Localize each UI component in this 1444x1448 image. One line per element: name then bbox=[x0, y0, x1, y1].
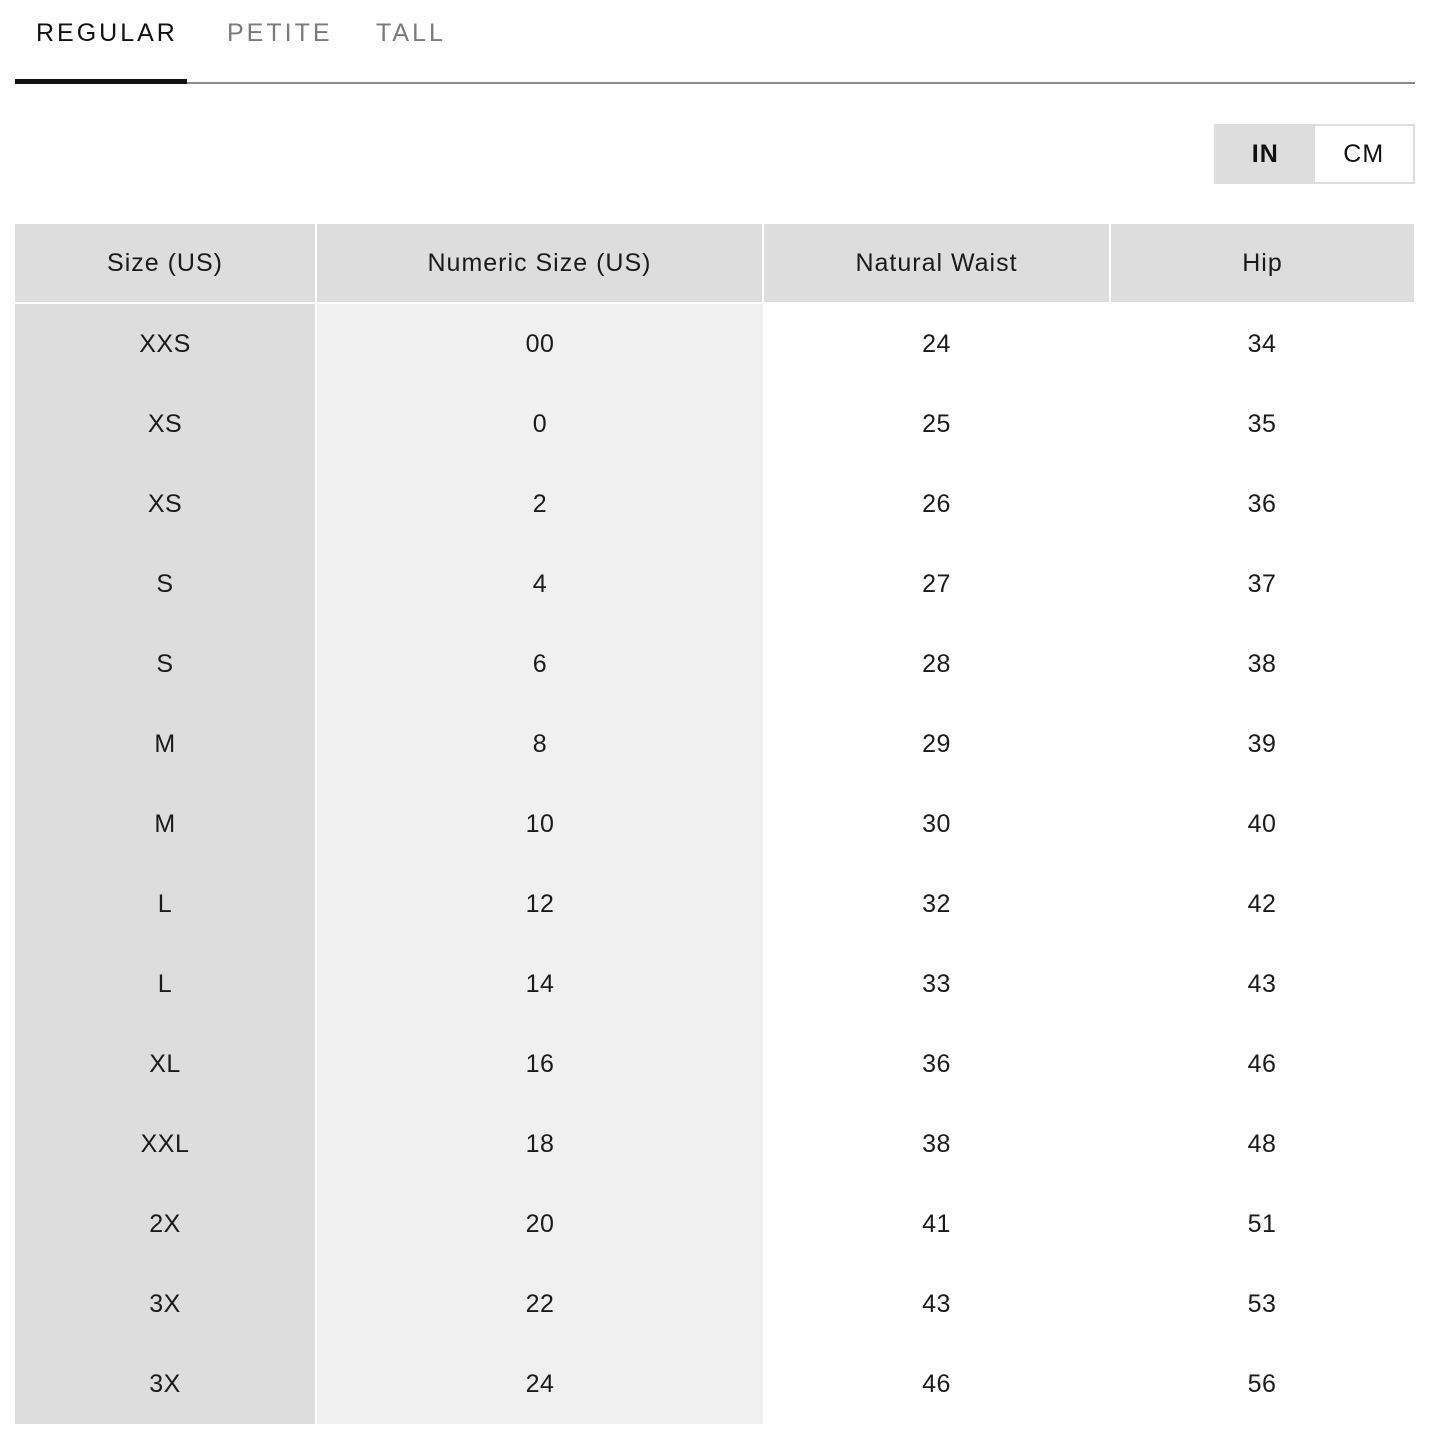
cell-size: S bbox=[15, 544, 316, 624]
cell-hip: 38 bbox=[1110, 624, 1414, 704]
cell-natural-waist: 25 bbox=[763, 384, 1110, 464]
cell-numeric-size: 00 bbox=[316, 303, 763, 384]
cell-hip: 42 bbox=[1110, 864, 1414, 944]
table-row bbox=[15, 1104, 1414, 1184]
cell-numeric-size: 0 bbox=[316, 384, 763, 464]
cell-size: L bbox=[15, 864, 316, 944]
table-row bbox=[15, 624, 1414, 704]
cell-natural-waist: 27 bbox=[763, 544, 1110, 624]
cell-hip: 46 bbox=[1110, 1024, 1414, 1104]
cell-size: XS bbox=[15, 464, 316, 544]
tab-regular[interactable]: REGULAR bbox=[36, 19, 178, 47]
cell-natural-waist: 41 bbox=[763, 1184, 1110, 1264]
cell-hip: 51 bbox=[1110, 1184, 1414, 1264]
table-row bbox=[15, 1264, 1414, 1344]
table-row bbox=[15, 1024, 1414, 1104]
cell-size: L bbox=[15, 944, 316, 1024]
cell-natural-waist: 28 bbox=[763, 624, 1110, 704]
table-row bbox=[15, 544, 1414, 624]
tab-tall[interactable]: TALL bbox=[376, 19, 446, 47]
unit-cm-button[interactable]: CM bbox=[1315, 126, 1414, 182]
cell-hip: 56 bbox=[1110, 1344, 1414, 1424]
cell-size: XL bbox=[15, 1024, 316, 1104]
cell-natural-waist: 43 bbox=[763, 1264, 1110, 1344]
tab-petite[interactable]: PETITE bbox=[227, 19, 333, 47]
cell-numeric-size: 16 bbox=[316, 1024, 763, 1104]
header-natural-waist: Natural Waist bbox=[763, 224, 1110, 303]
cell-numeric-size: 22 bbox=[316, 1264, 763, 1344]
cell-natural-waist: 24 bbox=[763, 303, 1110, 384]
cell-numeric-size: 2 bbox=[316, 464, 763, 544]
cell-numeric-size: 14 bbox=[316, 944, 763, 1024]
cell-hip: 48 bbox=[1110, 1104, 1414, 1184]
cell-hip: 39 bbox=[1110, 704, 1414, 784]
cell-size: 3X bbox=[15, 1344, 316, 1424]
table-body bbox=[15, 303, 1414, 1424]
cell-hip: 34 bbox=[1110, 303, 1414, 384]
cell-size: XXL bbox=[15, 1104, 316, 1184]
cell-hip: 37 bbox=[1110, 544, 1414, 624]
cell-numeric-size: 18 bbox=[316, 1104, 763, 1184]
cell-natural-waist: 32 bbox=[763, 864, 1110, 944]
cell-natural-waist: 29 bbox=[763, 704, 1110, 784]
cell-size: XXS bbox=[15, 303, 316, 384]
cell-natural-waist: 46 bbox=[763, 1344, 1110, 1424]
cell-numeric-size: 12 bbox=[316, 864, 763, 944]
table-row bbox=[15, 1184, 1414, 1264]
cell-size: S bbox=[15, 624, 316, 704]
cell-hip: 53 bbox=[1110, 1264, 1414, 1344]
cell-natural-waist: 38 bbox=[763, 1104, 1110, 1184]
cell-numeric-size: 20 bbox=[316, 1184, 763, 1264]
cell-natural-waist: 30 bbox=[763, 784, 1110, 864]
header-numeric-size: Numeric Size (US) bbox=[316, 224, 763, 303]
cell-numeric-size: 8 bbox=[316, 704, 763, 784]
table-row bbox=[15, 784, 1414, 864]
cell-hip: 40 bbox=[1110, 784, 1414, 864]
header-hip: Hip bbox=[1110, 224, 1414, 303]
table-header-row bbox=[15, 224, 1414, 303]
cell-numeric-size: 6 bbox=[316, 624, 763, 704]
table-row bbox=[15, 464, 1414, 544]
cell-natural-waist: 26 bbox=[763, 464, 1110, 544]
cell-size: M bbox=[15, 784, 316, 864]
table-row bbox=[15, 704, 1414, 784]
size-category-tabs bbox=[15, 0, 1415, 84]
cell-size: M bbox=[15, 704, 316, 784]
cell-size: XS bbox=[15, 384, 316, 464]
cell-numeric-size: 10 bbox=[316, 784, 763, 864]
cell-natural-waist: 33 bbox=[763, 944, 1110, 1024]
cell-numeric-size: 4 bbox=[316, 544, 763, 624]
cell-hip: 43 bbox=[1110, 944, 1414, 1024]
table-row bbox=[15, 384, 1414, 464]
cell-hip: 35 bbox=[1110, 384, 1414, 464]
unit-toggle bbox=[1214, 124, 1415, 184]
header-size-us: Size (US) bbox=[15, 224, 316, 303]
unit-in-button[interactable]: IN bbox=[1216, 126, 1315, 182]
cell-size: 2X bbox=[15, 1184, 316, 1264]
size-chart-table bbox=[15, 224, 1414, 1424]
cell-natural-waist: 36 bbox=[763, 1024, 1110, 1104]
table-row bbox=[15, 303, 1414, 384]
table-row bbox=[15, 944, 1414, 1024]
cell-hip: 36 bbox=[1110, 464, 1414, 544]
table-row bbox=[15, 864, 1414, 944]
cell-size: 3X bbox=[15, 1264, 316, 1344]
table-row bbox=[15, 1344, 1414, 1424]
cell-numeric-size: 24 bbox=[316, 1344, 763, 1424]
active-tab-indicator bbox=[15, 79, 187, 84]
